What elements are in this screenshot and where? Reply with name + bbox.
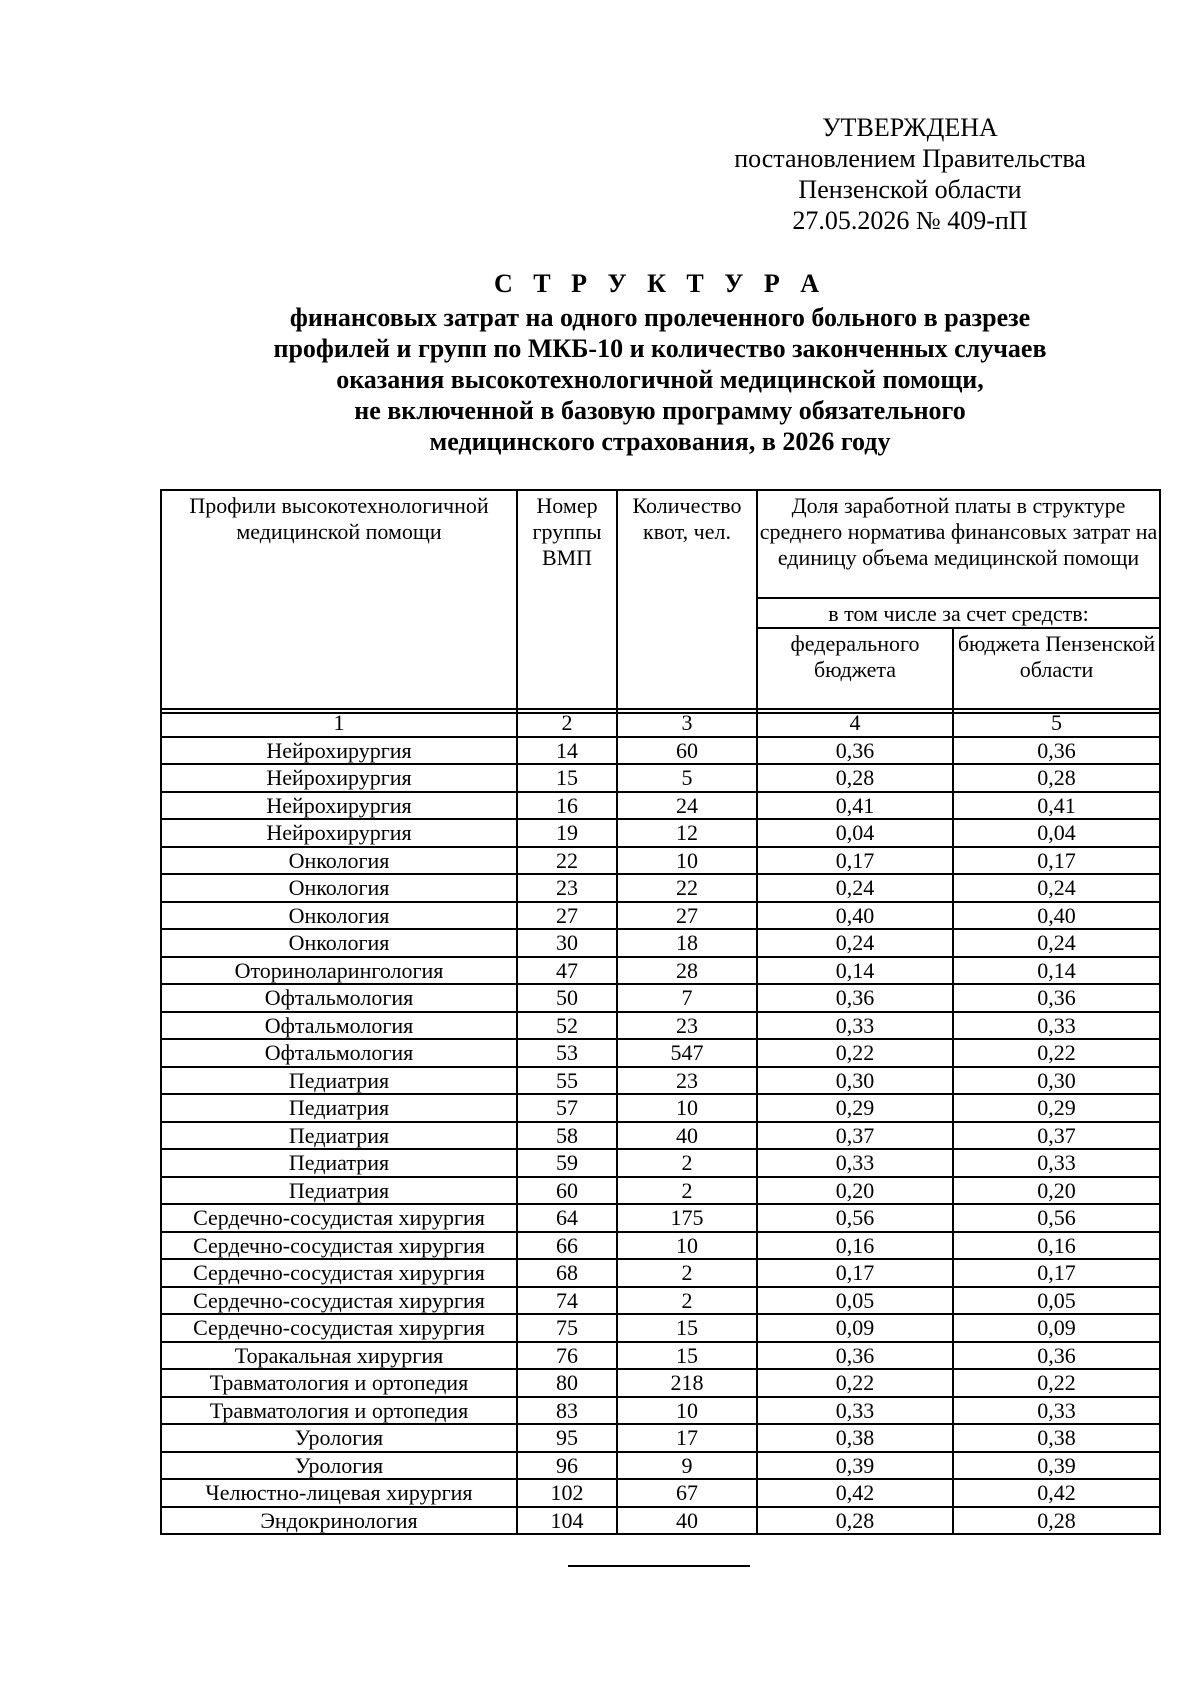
cell-federal-share: 0,05 — [757, 1287, 953, 1315]
cell-profile: Нейрохирургия — [161, 819, 517, 847]
cell-quota-count: 67 — [617, 1479, 757, 1507]
cell-quota-count: 10 — [617, 1232, 757, 1260]
cell-profile: Офтальмология — [161, 1039, 517, 1067]
title-line: финансовых затрат на одного пролеченного больного в разрезе — [289, 303, 1031, 332]
cell-group-number: 57 — [517, 1094, 617, 1122]
cell-group-number: 83 — [517, 1397, 617, 1425]
cell-group-number: 47 — [517, 957, 617, 985]
title-line: медицинского страхования, в 2026 году — [429, 427, 891, 456]
cell-regional-share: 0,14 — [953, 957, 1160, 985]
cell-regional-share: 0,39 — [953, 1452, 1160, 1480]
cell-quota-count: 23 — [617, 1067, 757, 1095]
cell-group-number: 55 — [517, 1067, 617, 1095]
table-row — [161, 792, 1160, 820]
cell-quota-count: 15 — [617, 1342, 757, 1370]
column-number: 2 — [517, 709, 617, 737]
cell-regional-share: 0,22 — [953, 1039, 1160, 1067]
cell-profile: Сердечно-сосудистая хирургия — [161, 1287, 517, 1315]
table-row — [161, 1177, 1160, 1205]
header-including-funds: в том числе за счет средств: — [757, 598, 1160, 628]
cell-profile: Травматология и ортопедия — [161, 1397, 517, 1425]
table-row — [161, 984, 1160, 1012]
cell-quota-count: 5 — [617, 764, 757, 792]
cell-regional-share: 0,16 — [953, 1232, 1160, 1260]
cell-regional-share: 0,38 — [953, 1424, 1160, 1452]
cell-group-number: 53 — [517, 1039, 617, 1067]
cell-federal-share: 0,24 — [757, 929, 953, 957]
cell-group-number: 96 — [517, 1452, 617, 1480]
cell-quota-count: 24 — [617, 792, 757, 820]
cell-regional-share: 0,36 — [953, 1342, 1160, 1370]
table-row — [161, 1232, 1160, 1260]
cell-federal-share: 0,14 — [757, 957, 953, 985]
cell-group-number: 75 — [517, 1314, 617, 1342]
cell-quota-count: 28 — [617, 957, 757, 985]
cell-federal-share: 0,16 — [757, 1232, 953, 1260]
cell-regional-share: 0,33 — [953, 1012, 1160, 1040]
cell-federal-share: 0,56 — [757, 1204, 953, 1232]
cell-group-number: 60 — [517, 1177, 617, 1205]
cell-regional-share: 0,17 — [953, 847, 1160, 875]
cell-group-number: 80 — [517, 1369, 617, 1397]
cell-federal-share: 0,36 — [757, 1342, 953, 1370]
table-row — [161, 1397, 1160, 1425]
cell-regional-share: 0,28 — [953, 764, 1160, 792]
cell-profile: Онкология — [161, 929, 517, 957]
cell-quota-count: 7 — [617, 984, 757, 1012]
cell-quota-count: 2 — [617, 1149, 757, 1177]
cell-group-number: 22 — [517, 847, 617, 875]
cell-quota-count: 10 — [617, 1397, 757, 1425]
cell-profile: Педиатрия — [161, 1177, 517, 1205]
cell-profile: Сердечно-сосудистая хирургия — [161, 1314, 517, 1342]
cell-group-number: 30 — [517, 929, 617, 957]
cell-profile: Нейрохирургия — [161, 737, 517, 765]
table-row — [161, 1067, 1160, 1095]
table-row — [161, 1039, 1160, 1067]
cell-federal-share: 0,33 — [757, 1012, 953, 1040]
cell-federal-share: 0,20 — [757, 1177, 953, 1205]
cell-federal-share: 0,29 — [757, 1094, 953, 1122]
cell-profile: Урология — [161, 1424, 517, 1452]
cell-group-number: 15 — [517, 764, 617, 792]
cell-group-number: 95 — [517, 1424, 617, 1452]
cell-federal-share: 0,37 — [757, 1122, 953, 1150]
cell-federal-share: 0,36 — [757, 737, 953, 765]
cell-federal-share: 0,22 — [757, 1369, 953, 1397]
cell-group-number: 104 — [517, 1507, 617, 1535]
approval-stamp — [700, 112, 1120, 236]
cell-federal-share: 0,39 — [757, 1452, 953, 1480]
cell-group-number: 74 — [517, 1287, 617, 1315]
document-title — [150, 268, 1170, 457]
cell-regional-share: 0,56 — [953, 1204, 1160, 1232]
cell-regional-share: 0,28 — [953, 1507, 1160, 1535]
table-row — [161, 929, 1160, 957]
table-row — [161, 847, 1160, 875]
column-number: 1 — [161, 709, 517, 737]
cell-quota-count: 17 — [617, 1424, 757, 1452]
table-row — [161, 1287, 1160, 1315]
cell-regional-share: 0,17 — [953, 1259, 1160, 1287]
cell-quota-count: 2 — [617, 1287, 757, 1315]
cell-federal-share: 0,17 — [757, 847, 953, 875]
approval-line-region: Пензенской области — [798, 175, 1022, 204]
data-table — [160, 708, 1161, 1535]
closing-rule — [568, 1565, 750, 1567]
cell-regional-share: 0,24 — [953, 929, 1160, 957]
column-number: 3 — [617, 709, 757, 737]
table-row — [161, 902, 1160, 930]
cell-group-number: 59 — [517, 1149, 617, 1177]
cell-federal-share: 0,42 — [757, 1479, 953, 1507]
cell-profile: Сердечно-сосудистая хирургия — [161, 1259, 517, 1287]
cell-group-number: 58 — [517, 1122, 617, 1150]
cell-quota-count: 18 — [617, 929, 757, 957]
title-line: оказания высокотехнологичной медицинской помощи, — [336, 365, 984, 394]
column-number-row — [161, 709, 1160, 737]
cell-profile: Челюстно-лицевая хирургия — [161, 1479, 517, 1507]
title-heading: С Т Р У К Т У Р А — [493, 269, 826, 298]
cell-group-number: 52 — [517, 1012, 617, 1040]
cell-profile: Эндокринология — [161, 1507, 517, 1535]
header-profile: Профили высокотехнологичной медицинской помощи — [161, 490, 517, 713]
header-federal-budget: федерального бюджета — [757, 628, 953, 713]
header-regional-budget: бюджета Пензенской области — [953, 628, 1160, 713]
cell-group-number: 16 — [517, 792, 617, 820]
cell-group-number: 14 — [517, 737, 617, 765]
cell-quota-count: 60 — [617, 737, 757, 765]
header-quota-count: Количество квот, чел. — [617, 490, 757, 713]
title-line: профилей и групп по МКБ-10 и количество законченных случаев — [273, 334, 1047, 363]
cell-group-number: 64 — [517, 1204, 617, 1232]
cell-quota-count: 10 — [617, 1094, 757, 1122]
cell-regional-share: 0,42 — [953, 1479, 1160, 1507]
column-number: 4 — [757, 709, 953, 737]
cell-regional-share: 0,41 — [953, 792, 1160, 820]
header-group-number: Номер группы ВМП — [517, 490, 617, 713]
table-row — [161, 764, 1160, 792]
table-row — [161, 1369, 1160, 1397]
cell-profile: Педиатрия — [161, 1149, 517, 1177]
cell-profile: Офтальмология — [161, 984, 517, 1012]
table-header — [160, 489, 1161, 714]
cell-quota-count: 40 — [617, 1507, 757, 1535]
cell-quota-count: 40 — [617, 1122, 757, 1150]
cell-profile: Травматология и ортопедия — [161, 1369, 517, 1397]
cell-quota-count: 10 — [617, 847, 757, 875]
cell-federal-share: 0,33 — [757, 1149, 953, 1177]
table-row — [161, 1342, 1160, 1370]
cell-federal-share: 0,28 — [757, 764, 953, 792]
cell-profile: Педиатрия — [161, 1067, 517, 1095]
cell-group-number: 19 — [517, 819, 617, 847]
header-salary-share: Доля заработной платы в структуре среднего норматива финансовых затрат на единицу объема медицинской помощи — [757, 490, 1160, 598]
cell-quota-count: 218 — [617, 1369, 757, 1397]
cell-group-number: 102 — [517, 1479, 617, 1507]
cell-quota-count: 547 — [617, 1039, 757, 1067]
cell-group-number: 68 — [517, 1259, 617, 1287]
table-row — [161, 819, 1160, 847]
cell-federal-share: 0,38 — [757, 1424, 953, 1452]
cell-profile: Оториноларингология — [161, 957, 517, 985]
approval-line-date-number: 27.05.2026 № 409-пП — [792, 206, 1028, 235]
cell-profile: Педиатрия — [161, 1122, 517, 1150]
cell-federal-share: 0,22 — [757, 1039, 953, 1067]
cell-profile: Торакальная хирургия — [161, 1342, 517, 1370]
cell-regional-share: 0,22 — [953, 1369, 1160, 1397]
cell-regional-share: 0,29 — [953, 1094, 1160, 1122]
cell-group-number: 23 — [517, 874, 617, 902]
cell-regional-share: 0,30 — [953, 1067, 1160, 1095]
cell-federal-share: 0,36 — [757, 984, 953, 1012]
cell-regional-share: 0,33 — [953, 1149, 1160, 1177]
cell-quota-count: 15 — [617, 1314, 757, 1342]
table-row — [161, 1012, 1160, 1040]
cell-profile: Педиатрия — [161, 1094, 517, 1122]
cell-profile: Нейрохирургия — [161, 792, 517, 820]
cell-profile: Онкология — [161, 847, 517, 875]
cell-federal-share: 0,17 — [757, 1259, 953, 1287]
cell-federal-share: 0,40 — [757, 902, 953, 930]
table-body — [161, 709, 1160, 1534]
table-row — [161, 1204, 1160, 1232]
cell-regional-share: 0,05 — [953, 1287, 1160, 1315]
cell-group-number: 66 — [517, 1232, 617, 1260]
cell-group-number: 76 — [517, 1342, 617, 1370]
approval-line-approved: УТВЕРЖДЕНА — [822, 113, 998, 142]
cell-regional-share: 0,37 — [953, 1122, 1160, 1150]
cell-profile: Онкология — [161, 902, 517, 930]
cell-profile: Онкология — [161, 874, 517, 902]
table-row — [161, 1149, 1160, 1177]
cell-federal-share: 0,09 — [757, 1314, 953, 1342]
cell-regional-share: 0,24 — [953, 874, 1160, 902]
cell-regional-share: 0,40 — [953, 902, 1160, 930]
cell-federal-share: 0,33 — [757, 1397, 953, 1425]
cell-regional-share: 0,36 — [953, 737, 1160, 765]
cell-quota-count: 22 — [617, 874, 757, 902]
column-number: 5 — [953, 709, 1160, 737]
cell-quota-count: 9 — [617, 1452, 757, 1480]
table-row — [161, 1094, 1160, 1122]
cell-quota-count: 12 — [617, 819, 757, 847]
cell-federal-share: 0,28 — [757, 1507, 953, 1535]
title-line: не включенной в базовую программу обязательного — [354, 396, 966, 425]
table-row — [161, 1314, 1160, 1342]
cell-federal-share: 0,04 — [757, 819, 953, 847]
table-row — [161, 957, 1160, 985]
cell-regional-share: 0,33 — [953, 1397, 1160, 1425]
cell-profile: Урология — [161, 1452, 517, 1480]
cell-federal-share: 0,24 — [757, 874, 953, 902]
cell-regional-share: 0,20 — [953, 1177, 1160, 1205]
table-row — [161, 1259, 1160, 1287]
cell-regional-share: 0,09 — [953, 1314, 1160, 1342]
table-row — [161, 1424, 1160, 1452]
cell-quota-count: 27 — [617, 902, 757, 930]
approval-line-resolution: постановлением Правительства — [734, 144, 1086, 173]
table-row — [161, 874, 1160, 902]
cell-quota-count: 2 — [617, 1177, 757, 1205]
table-row — [161, 1507, 1160, 1535]
cell-regional-share: 0,36 — [953, 984, 1160, 1012]
cell-quota-count: 175 — [617, 1204, 757, 1232]
cell-group-number: 50 — [517, 984, 617, 1012]
cell-quota-count: 2 — [617, 1259, 757, 1287]
cell-federal-share: 0,41 — [757, 792, 953, 820]
cell-profile: Сердечно-сосудистая хирургия — [161, 1204, 517, 1232]
cell-group-number: 27 — [517, 902, 617, 930]
cell-profile: Офтальмология — [161, 1012, 517, 1040]
cell-regional-share: 0,04 — [953, 819, 1160, 847]
cell-quota-count: 23 — [617, 1012, 757, 1040]
cell-profile: Нейрохирургия — [161, 764, 517, 792]
cell-profile: Сердечно-сосудистая хирургия — [161, 1232, 517, 1260]
table-row — [161, 1479, 1160, 1507]
cell-federal-share: 0,30 — [757, 1067, 953, 1095]
table-row — [161, 1452, 1160, 1480]
table-row — [161, 1122, 1160, 1150]
table-row — [161, 737, 1160, 765]
